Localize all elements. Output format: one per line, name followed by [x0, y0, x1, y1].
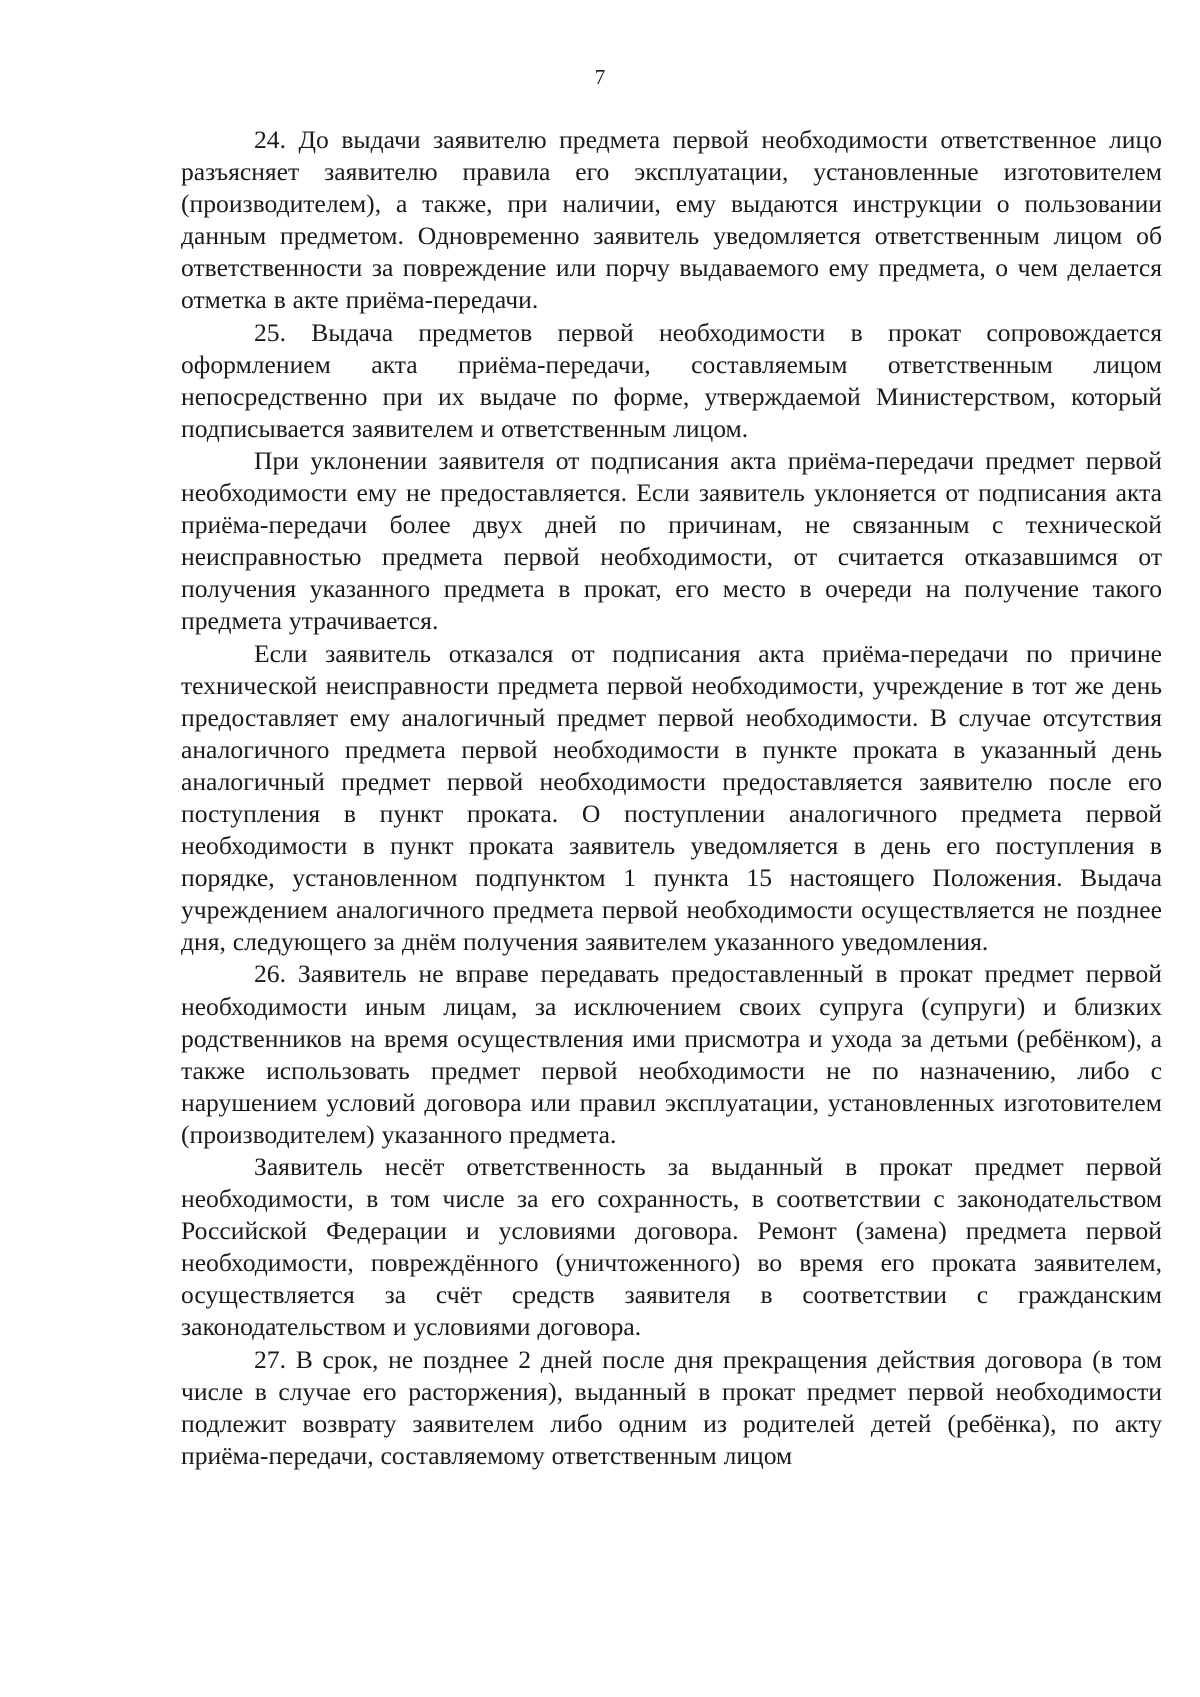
paragraph-refusal-to-sign: При уклонении заявителя от подписания акта приёма-передачи предмет первой необходимости ему не предоставляется. Если заявитель уклоняется от подписания акта приёма-передачи более двух дней по причинам, не связанным с технической неисправностью предмета первой необходимости, от считается отказавшимся от получения указанного предмета в прокат, его место в очереди на получение такого предмета утрачивается.	[181, 445, 1162, 636]
paragraph-liability: Заявитель несёт ответственность за выданный в прокат предмет первой необходимости, в том числе за его сохранность, в соответствии с законодательством Российской Федерации и условиями договора. Ремонт (замена) предмета первой необходимости, повреждённого (уничтоженного) во время его проката заявителем, осуществляется за счёт средств заявителя в соответствии с гражданским законодательством и условиями договора.	[181, 1152, 1162, 1342]
paragraph-item-27: 27. В срок, не позднее 2 дней после дня прекращения действия договора (в том числе в случае его расторжения), выданный в прокат предмет первой необходимости подлежит возврату заявителем либо одним из родителей детей (ребёнка), по акту приёма-передачи, составляемому ответственным лицом	[181, 1344, 1162, 1470]
paragraph-item-26: 26. Заявитель не вправе передавать предоставленный в прокат предмет первой необходимости иным лицам, за исключением своих супруга (супруги) и близких родственников на время осуществления ими присмотра и ухода за детьми (ребёнком), а также использовать предмет первой необходимости не по назначению, либо с нарушением условий договора или правил эксплуатации, установленных изготовителем (производителем) указанного предмета.	[181, 959, 1162, 1149]
paragraph-item-25: 25. Выдача предметов первой необходимости в прокат сопровождается оформлением акта приёма-передачи, составляемым ответственным лицом непосредственно при их выдаче по форме, утверждаемой Министерством, который подписывается заявителем и ответственным лицом.	[181, 317, 1162, 443]
document-body	[181, 124, 1162, 1472]
paragraph-technical-defect: Если заявитель отказался от подписания акта приёма-передачи по причине технической неисправности предмета первой необходимости, учреждение в тот же день предоставляет ему аналогичный предмет первой необходимости. В случае отсутствия аналогичного предмета первой необходимости в пункте проката в указанный день аналогичный предмет первой необходимости предоставляется заявителю после его поступления в пункт проката. О поступлении аналогичного предмета первой необходимости в пункт проката заявитель уведомляется в день его поступления в порядке, установленном подпунктом 1 пункта 15 настоящего Положения. Выдача учреждением аналогичного предмета первой необходимости осуществляется не позднее дня, следующего за днём получения заявителем указанного уведомления.	[181, 638, 1162, 957]
paragraph-item-24: 24. До выдачи заявителю предмета первой необходимости ответственное лицо разъясняет заявителю правила его эксплуатации, установленные изготовителем (производителем), а также, при наличии, ему выдаются инструкции о пользовании данным предметом. Одновременно заявитель уведомляется ответственным лицом об ответственности за повреждение или порчу выдаваемого ему предмета, о чем делается отметка в акте приёма-передачи.	[181, 125, 1162, 315]
page-number: 7	[594, 65, 606, 89]
